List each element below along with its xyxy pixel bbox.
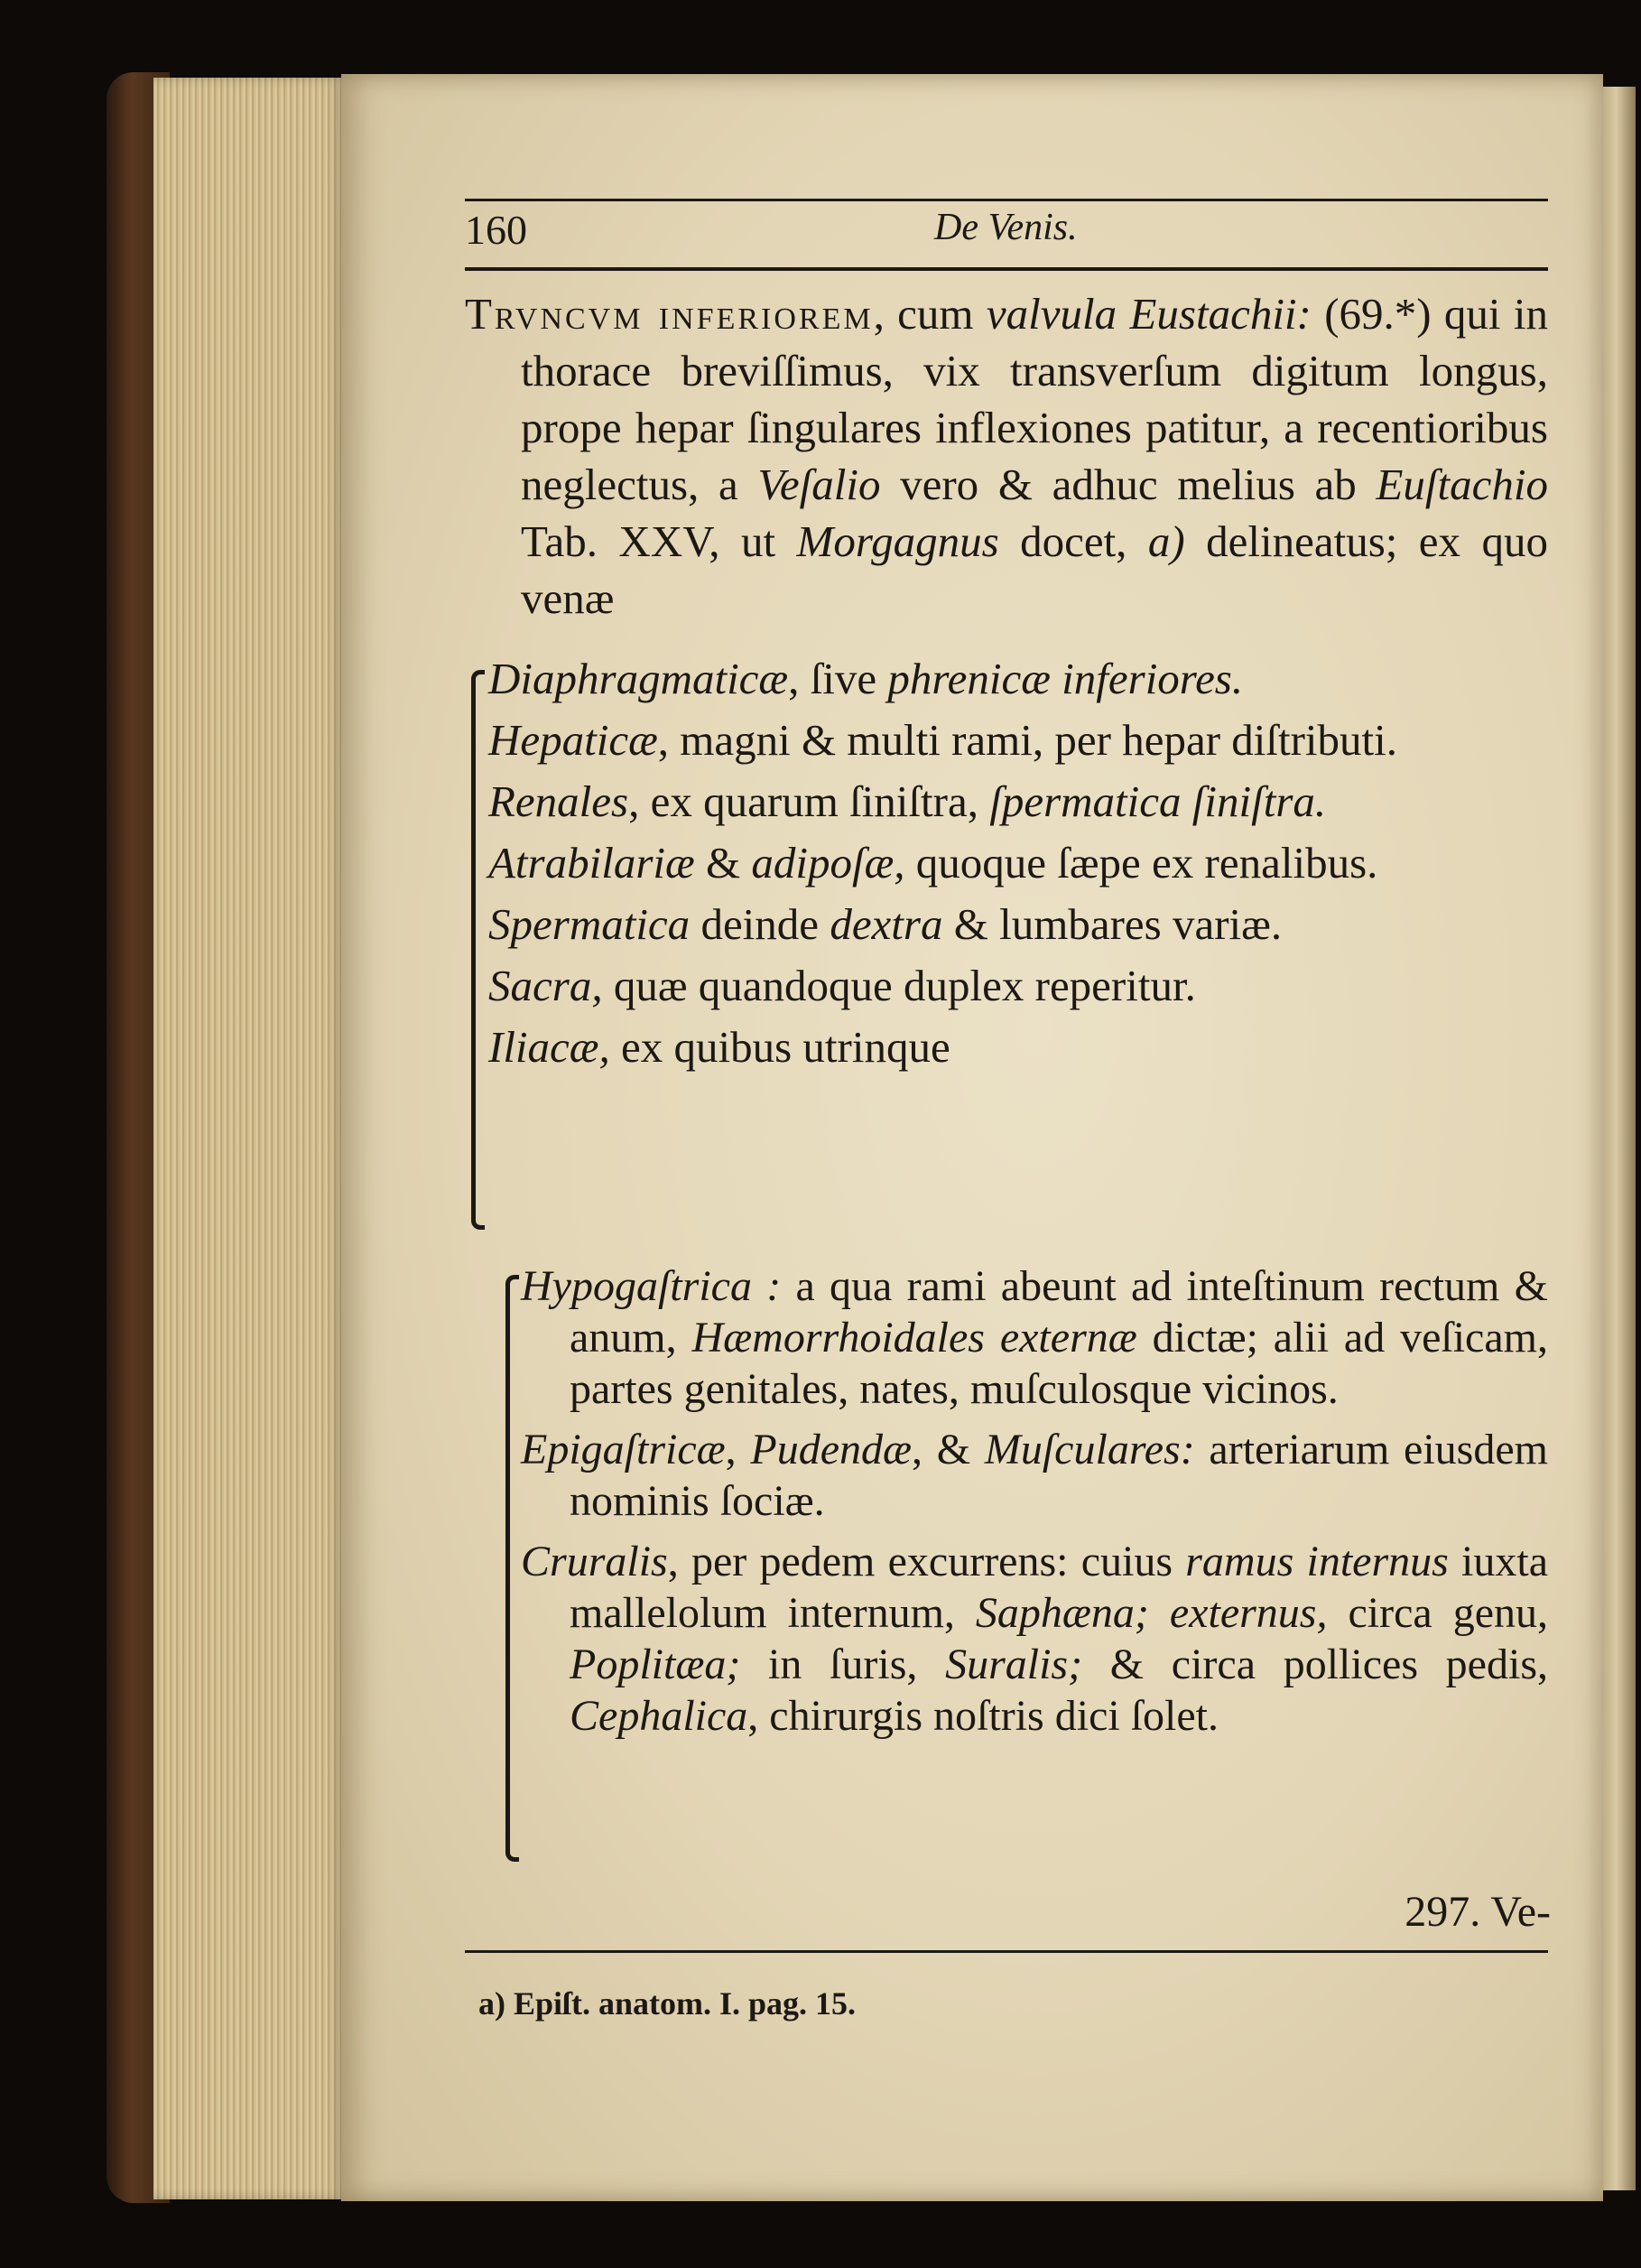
list-item-text: quoque ſæpe ex renalibus. bbox=[904, 838, 1378, 888]
list-item-text: , ſive bbox=[788, 654, 888, 703]
header-rule-bottom bbox=[465, 267, 1548, 271]
list-item-text: , magni & multi rami, per hepar diſtributi. bbox=[657, 715, 1398, 765]
list-item-text: Cephalica bbox=[570, 1692, 748, 1740]
list-item-text: Diaphragmaticæ bbox=[488, 654, 789, 703]
list-item-text: Sacra, bbox=[488, 961, 603, 1010]
list-item-text: , per pedem excurrens: cuius bbox=[667, 1538, 1186, 1585]
list-item-text: , chirurgis noſtris dici ſolet. bbox=[747, 1692, 1219, 1740]
vein-list-1 bbox=[465, 652, 1548, 1082]
list-item-text: Suralis; bbox=[945, 1641, 1083, 1688]
list-item-text: & lumbares variæ. bbox=[942, 899, 1283, 949]
page-header bbox=[465, 200, 1548, 264]
intro-italic-2: Veſalio bbox=[757, 460, 881, 509]
list-item-text: Saphæna; externus, bbox=[975, 1589, 1328, 1637]
list-item-text: Atrabilariæ bbox=[488, 838, 695, 888]
list-item-text: , ex quarum ſiniſtra, bbox=[628, 776, 990, 826]
list-item-text: in ſuris, bbox=[740, 1641, 946, 1688]
list-item-text: Poplitæa; bbox=[570, 1641, 741, 1688]
list-item-text: a qua rami abeunt ad inteſtinum rectum & anum, bbox=[570, 1262, 1548, 1362]
list-item-text: adipoſæ, bbox=[751, 838, 905, 888]
list-item bbox=[521, 1260, 1548, 1415]
list-item bbox=[488, 1020, 1548, 1074]
intro-italic-3: Euſtachio bbox=[1376, 460, 1548, 509]
intro-text-4: Tab. XXV, ut bbox=[521, 516, 797, 566]
intro-paragraph bbox=[465, 285, 1548, 627]
list-item-text: ramus internus bbox=[1185, 1538, 1449, 1585]
catchword: 297. Ve- bbox=[1405, 1888, 1551, 1936]
list-item bbox=[521, 1424, 1548, 1527]
list-item bbox=[488, 775, 1548, 829]
list-item-text: Spermatica bbox=[488, 899, 691, 949]
intro-text-6: delineatus; ex quo venæ bbox=[521, 516, 1548, 623]
list-item-text: deinde bbox=[690, 899, 830, 949]
page-number: 160 bbox=[465, 207, 527, 253]
list-item-text: Cruralis bbox=[521, 1538, 668, 1585]
list-item-text: Hæmorrhoidales externæ bbox=[691, 1314, 1137, 1362]
running-title: De Venis. bbox=[934, 207, 1078, 248]
list-item bbox=[488, 897, 1548, 952]
list-item-text: phrenicæ inferiores. bbox=[887, 654, 1244, 703]
list-item bbox=[488, 959, 1548, 1013]
footnote: a) Epiſt. anatom. I. pag. 15. bbox=[478, 1985, 857, 2022]
intro-italic-4: Morgagnus bbox=[796, 516, 999, 566]
list-item-text: dictæ; alii ad veſicam, partes genitales, nates, muſculosque vicinos. bbox=[570, 1314, 1548, 1413]
list-item-text: Hepaticæ bbox=[488, 715, 658, 765]
list-item-text: ſpermatica ſiniſtra. bbox=[989, 776, 1327, 826]
lead-caps: Trvncvm inferiorem bbox=[465, 289, 874, 339]
list-item bbox=[488, 652, 1548, 706]
list-item-text: Renales bbox=[488, 776, 629, 826]
list-item-text: arteriarum eiusdem nominis ſociæ. bbox=[570, 1426, 1548, 1525]
list-item-text: & bbox=[694, 838, 752, 888]
list-item-text: Pudendæ bbox=[750, 1426, 913, 1473]
vein-list-2 bbox=[499, 1260, 1548, 1751]
list-item-text: Muſculares: bbox=[984, 1426, 1195, 1473]
intro-italic-5: a) bbox=[1147, 516, 1185, 566]
intro-text-1: , cum bbox=[873, 289, 987, 339]
intro-italic-1: valvula Eustachii: bbox=[986, 289, 1312, 339]
intro-text-3: vero & adhuc melius ab bbox=[880, 460, 1377, 509]
list-item-text: quæ quandoque duplex reperitur. bbox=[602, 961, 1196, 1010]
list-item bbox=[488, 713, 1548, 767]
list-item-text: ex quibus utrinque bbox=[609, 1022, 950, 1072]
list-item-text: & circa pollices pedis, bbox=[1082, 1641, 1549, 1688]
list-item-text: Iliacæ, bbox=[488, 1022, 610, 1072]
list-item bbox=[521, 1536, 1548, 1742]
intro-text-2: (69.*) qui in thorace breviſſimus, vix transverſum digitum longus, prope hepar ſingulares inflexiones patitur, a recentioribus neglectus, a bbox=[521, 289, 1548, 509]
list-item-text: , bbox=[725, 1426, 751, 1473]
list-item-text: circa genu, bbox=[1327, 1589, 1548, 1637]
footnote-rule bbox=[465, 1950, 1548, 1953]
list-item bbox=[488, 836, 1548, 890]
list-item-text: , & bbox=[912, 1426, 985, 1473]
list-item-text: dextra bbox=[830, 899, 943, 949]
list-item-text: iuxta mallelolum internum, bbox=[570, 1538, 1549, 1637]
list-item-text: Epigaſtricæ bbox=[521, 1426, 726, 1473]
list-item-text: Hypogaſtrica : bbox=[521, 1262, 782, 1310]
intro-text-5: docet, bbox=[998, 516, 1148, 566]
facing-page-edge bbox=[1603, 87, 1636, 2190]
page-edges bbox=[153, 78, 345, 2199]
